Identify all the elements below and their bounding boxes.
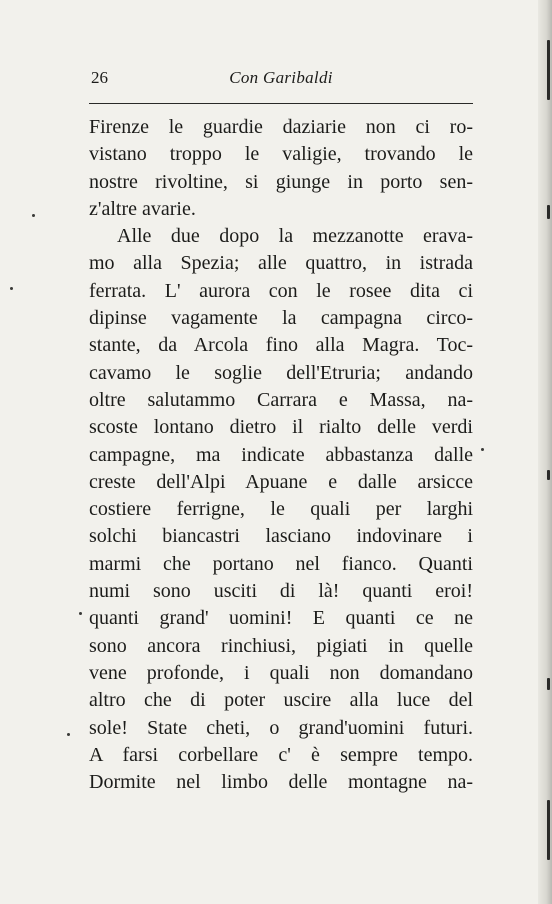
text-line: sole! State cheti, o grand'uomini futuri.	[89, 716, 473, 739]
header-rule	[89, 103, 473, 104]
paper-speck	[481, 448, 484, 451]
paper-speck	[32, 214, 35, 217]
text-line: oltre salutammo Carrara e Massa, na-	[89, 388, 473, 411]
text-line: quanti grand' uomini! E quanti ce ne	[89, 607, 473, 630]
text-line: vene profonde, i quali non domandano	[89, 661, 473, 684]
edge-mark	[547, 205, 550, 219]
paper-speck	[79, 612, 82, 615]
text-line: Alle due dopo la mezzanotte erava-	[117, 225, 473, 248]
text-line: sono ancora rinchiusi, pigiati in quelle	[89, 634, 473, 657]
text-line: stante, da Arcola fino alla Magra. Toc-	[89, 334, 473, 357]
running-head: Con Garibaldi	[229, 68, 333, 87]
edge-mark	[547, 678, 550, 690]
text-line: z'altre avarie.	[89, 197, 196, 220]
text-line: scoste lontano dietro il rialto delle verdi	[89, 416, 473, 439]
paper-speck	[67, 733, 70, 736]
text-line: creste dell'Alpi Apuane e dalle arsicce	[89, 470, 473, 493]
text-line: Firenze le guardie daziarie non ci ro-	[89, 116, 473, 138]
text-line: Dormite nel limbo delle montagne na-	[89, 771, 473, 794]
text-line: dipinse vagamente la campagna circo-	[89, 307, 473, 330]
paper-speck	[10, 287, 13, 290]
text-line: nostre rivoltine, si giunge in porto sen-	[89, 170, 473, 193]
text-line: cavamo le soglie dell'Etruria; andando	[89, 361, 473, 384]
text-line: marmi che portano nel fianco. Quanti	[89, 552, 473, 575]
edge-mark	[547, 800, 550, 860]
text-line: A farsi corbellare c' è sempre tempo.	[89, 743, 473, 766]
edge-mark	[547, 40, 550, 100]
text-line: mo alla Spezia; alle quattro, in istrada	[89, 252, 473, 275]
text-line: ferrata. L' aurora con le rosee dita ci	[89, 279, 473, 302]
text-line: altro che di poter uscire alla luce del	[89, 689, 473, 712]
page-edge	[538, 0, 552, 904]
text-line: campagne, ma indicate abbastanza dalle	[89, 443, 473, 466]
text-line: vistano troppo le valigie, trovando le	[89, 143, 473, 166]
text-line: numi sono usciti di là! quanti eroi!	[89, 580, 473, 603]
page-number: 26	[91, 68, 108, 87]
body-text	[89, 114, 473, 796]
edge-mark	[547, 470, 550, 480]
text-line: solchi biancastri lasciano indovinare i	[89, 525, 473, 548]
page-header	[91, 68, 471, 92]
text-line: costiere ferrigne, le quali per larghi	[89, 498, 473, 521]
